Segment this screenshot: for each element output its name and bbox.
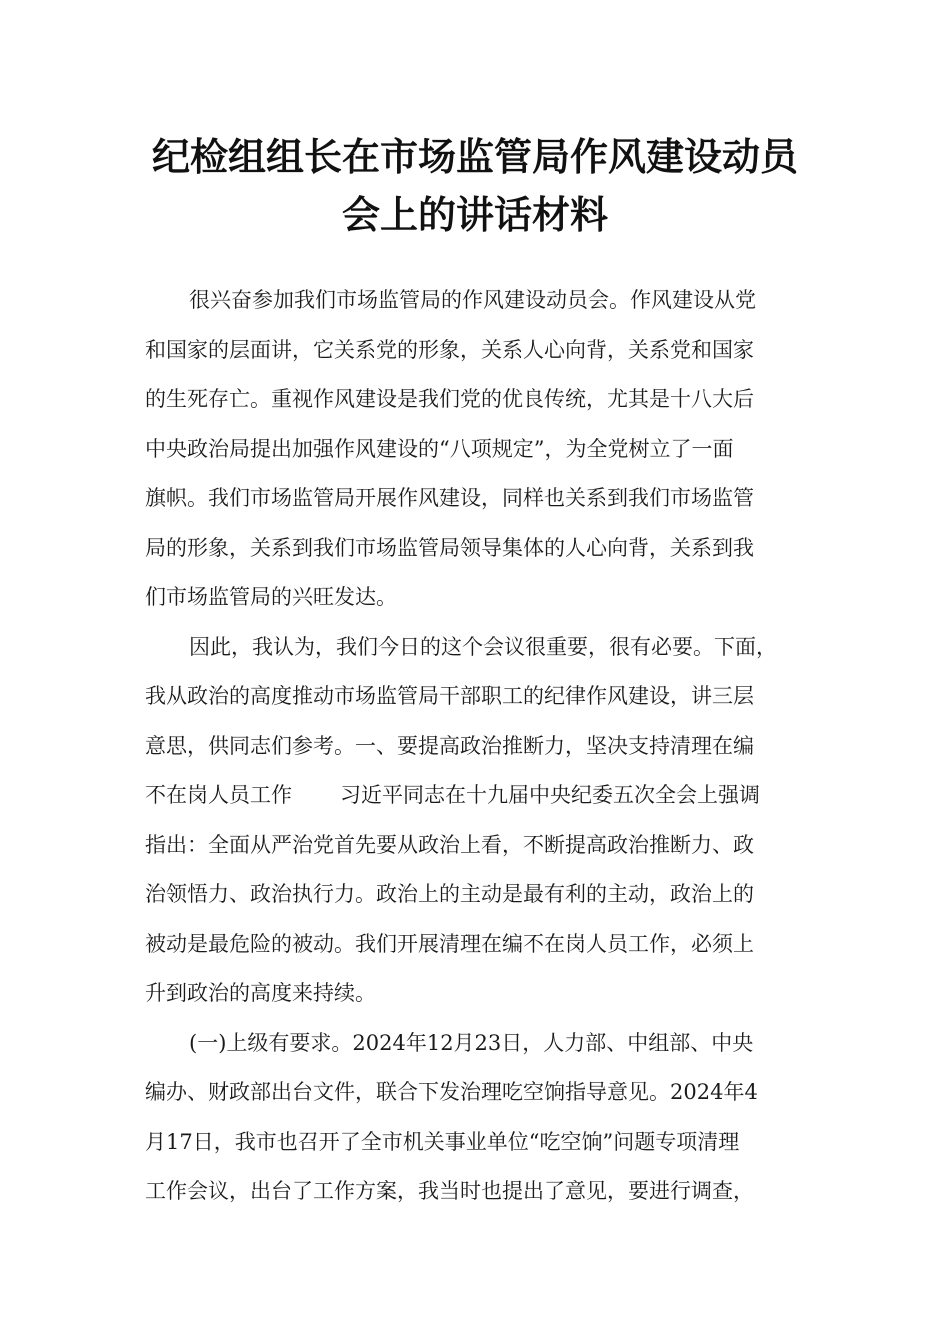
body-line: 指出：全面从严治党首先要从政治上看，不断提高政治推断力、政 <box>145 832 754 857</box>
body-line: 局的形象，关系到我们市场监管局领导集体的人心向背，关系到我 <box>145 535 754 560</box>
body-line: 被动是最危险的被动。我们开展清理在编不在岗人员工作，必须上 <box>145 931 754 956</box>
body-line: 和国家的层面讲，它关系党的形象，关系人心向背，关系党和国家 <box>145 337 754 362</box>
body-line: 旗帜。我们市场监管局开展作风建设，同样也关系到我们市场监管 <box>145 486 754 510</box>
document-body <box>145 276 805 1217</box>
body-line: 工作会议，出台了工作方案，我当时也提出了意见，要进行调查， <box>145 1179 754 1203</box>
body-line: 月17日，我市也召开了全市机关事业单位“吃空饷”问题专项清理 <box>145 1129 740 1154</box>
body-line: 编办、财政部出台文件，联合下发治理吃空饷指导意见。2024年4 <box>145 1080 758 1104</box>
body-line: 很兴奋参加我们市场监管局的作风建设动员会。作风建设从党 <box>189 288 756 312</box>
body-line: 因此，我认为，我们今日的这个会议很重要，很有必要。下面， <box>189 634 777 659</box>
body-line: 的生死存亡。重视作风建设是我们党的优良传统，尤其是十八大后 <box>145 387 754 411</box>
body-line: 们市场监管局的兴旺发达。 <box>145 585 397 609</box>
body-line: 我从政治的高度推动市场监管局干部职工的纪律作风建设，讲三层 <box>145 684 754 708</box>
body-line: 意思，供同志们参考。一、要提高政治推断力，坚决支持清理在编 <box>145 733 754 758</box>
body-line: 升到政治的高度来持续。 <box>145 981 376 1005</box>
document-title <box>120 128 830 244</box>
title-line-1: 纪检组组长在市场监管局作风建设动员 <box>151 135 798 179</box>
title-line-2: 会上的讲话材料 <box>341 193 608 237</box>
body-line <box>145 771 805 821</box>
body-line: 中央政治局提出加强作风建设的“八项规定”，为全党树立了一面 <box>145 436 734 461</box>
section-heading-fragment: 不在岗人员工作 <box>145 783 292 807</box>
body-fragment: 习近平同志在十九届中央纪委五次全会上强调 <box>340 783 760 807</box>
body-line: (一)上级有要求。2024年12月23日，人力部、中组部、中央 <box>189 1030 754 1055</box>
body-line: 治领悟力、政治执行力。政治上的主动是最有利的主动，政治上的 <box>145 882 754 906</box>
